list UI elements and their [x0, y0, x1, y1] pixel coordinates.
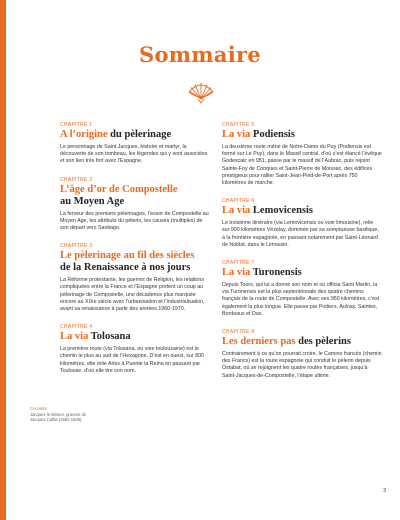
- page-number: 3: [383, 488, 386, 494]
- chapter-title-accent: L’âge d’or de Compostelle: [60, 183, 178, 195]
- chapter-summary: Depuis Tours, qui lui a donné son nom et où officia Saint Martin, la via Turonensis est la plus septentrionale des quatre chemins français de la route de Compostelle. Avec ses 950 kilomètres, c’est également la plus longue. Elle passe par Poitiers, Aulnay, Saintes, Bordeaux et Dax.: [222, 282, 380, 317]
- toc-left-column: [60, 122, 210, 386]
- chapter-label: CHAPITRE 6: [222, 198, 255, 205]
- chapter-label: CHAPITRE 5: [222, 122, 255, 128]
- toc-chapter-1[interactable]: [60, 122, 210, 166]
- chapter-title-subline: au Moyen Age: [60, 195, 125, 207]
- chapter-title: [222, 129, 382, 141]
- chapter-title-subline: de la Renaissance à nos jours: [60, 262, 191, 274]
- chapter-summary: La première route (via Tolosana, ou voie toulousaine) est le chemin le plus au sud de l’Hexagone. D’est en ouest, sur 800 kilomètres, elle relie Arles à Puente la Reina en passant par Toulouse, d’où elle tire son nom.: [60, 346, 204, 374]
- left-accent-bar: [0, 0, 6, 520]
- chapter-summary: Le troisième itinéraire (via Lemovicensis ou voie limousine), relie sur 900 kilomètres Vézelay, dominée par sa somptueuse basilique, à la frontière espagnole, en passant notamment par Saint-Léonard de Noblat, dans le Limousin.: [222, 220, 379, 248]
- chapter-title: [60, 250, 210, 274]
- chapter-title-rest: du pèlerinage: [107, 129, 172, 140]
- toc-chapter-6[interactable]: [222, 198, 382, 249]
- chapter-title-rest: Tolosana: [88, 331, 131, 343]
- chapter-title: [60, 129, 210, 141]
- page-title: Sommaire: [138, 42, 262, 67]
- chapter-title-rest: Podiensis: [250, 129, 295, 140]
- chapter-title: [222, 267, 382, 279]
- chapter-title: [222, 336, 382, 348]
- chapter-label: CHAPITRE 3: [60, 243, 93, 250]
- scallop-shell-icon: [187, 80, 215, 104]
- chapter-title-accent: Les derniers pas: [222, 336, 296, 348]
- chapter-label: CHAPITRE 8: [222, 329, 255, 336]
- chapter-title-rest: des pèlerins: [295, 336, 351, 348]
- chapter-summary: Le personnage de Saint Jacques, histoire et martyr, la découverte de son tombeau, les légendes qui y sont associées et son lien très fort avec l’Espagne.: [60, 144, 208, 165]
- chapter-label: CHAPITRE 2: [60, 176, 93, 183]
- toc-right-column: [222, 122, 382, 391]
- toc-chapter-7[interactable]: [222, 260, 382, 318]
- caption-heading: Ci-contre: [30, 406, 47, 411]
- chapter-title-accent: La via: [222, 267, 251, 279]
- chapter-title-accent: Le pèlerinage au fil des siècles: [60, 250, 195, 262]
- chapter-title: [222, 205, 382, 217]
- caption-text: Jacques le Mineur, gravure de Jacques Callot (1592-1635).: [30, 411, 87, 423]
- image-caption: [30, 406, 90, 423]
- toc-chapter-5[interactable]: [222, 122, 382, 187]
- chapter-title: [60, 184, 210, 208]
- chapter-summary: La Réforme protestante, les guerres de Religion, les relations compliquées entre la France et l’Espagne portent un coup au pèlerinage de Compostelle, une décadence plus marquée encore au XIXe siècle avec l’urbanisation et l’industrialisation, avant sa renaissance à partir des années 1960-1970.: [60, 277, 205, 313]
- chapter-label: CHAPITRE 1: [60, 122, 93, 128]
- chapter-title-rest: Lemovicensis: [250, 205, 313, 217]
- chapter-summary: La ferveur des premiers pèlerinages, l’essor de Compostelle au Moyen Age, les attributs du pèlerin, les causes (multiples) de son départ vers Santiago.: [60, 210, 209, 232]
- toc-chapter-8[interactable]: [222, 329, 382, 380]
- chapter-title-accent: A l’origine: [60, 129, 108, 140]
- chapter-summary: La deuxième route mène de Notre-Dame du Puy (Podiensis est formé sur Le Puy), dans le Massif central, d’où s’est élancé l’évêque Godescalc en 951, passe par le massif de l’Aubrac, puis rejoint Sainte-Foy de Conques et Saint-Pierre de Moissac, des édifices prestigieux pour rallier Saint-Jean-Pied-de-Port après 750 kilomètres de marche.: [222, 144, 382, 187]
- chapter-label: CHAPITRE 4: [60, 324, 93, 331]
- chapter-title-rest: Turonensis: [250, 267, 302, 279]
- toc-chapter-2[interactable]: [60, 177, 210, 233]
- chapter-label: CHAPITRE 7: [222, 260, 255, 267]
- chapter-summary: Contrairement à ce qu’on pourrait croire, le Camino francés (chemin des Francs) est la route espagnole qui conduit le pèlerin depuis Ostabat, où se rejoignent les quatre routes françaises, jusqu’à Saint-Jacques-de-Compostelle, l’étape ultime.: [222, 351, 382, 379]
- toc-chapter-3[interactable]: [60, 243, 210, 313]
- chapter-title-accent: La via: [60, 331, 89, 343]
- chapter-title: [60, 331, 210, 343]
- chapter-title-accent: La via: [222, 205, 251, 217]
- toc-chapter-4[interactable]: [60, 324, 210, 375]
- chapter-title-accent: La via: [222, 129, 251, 140]
